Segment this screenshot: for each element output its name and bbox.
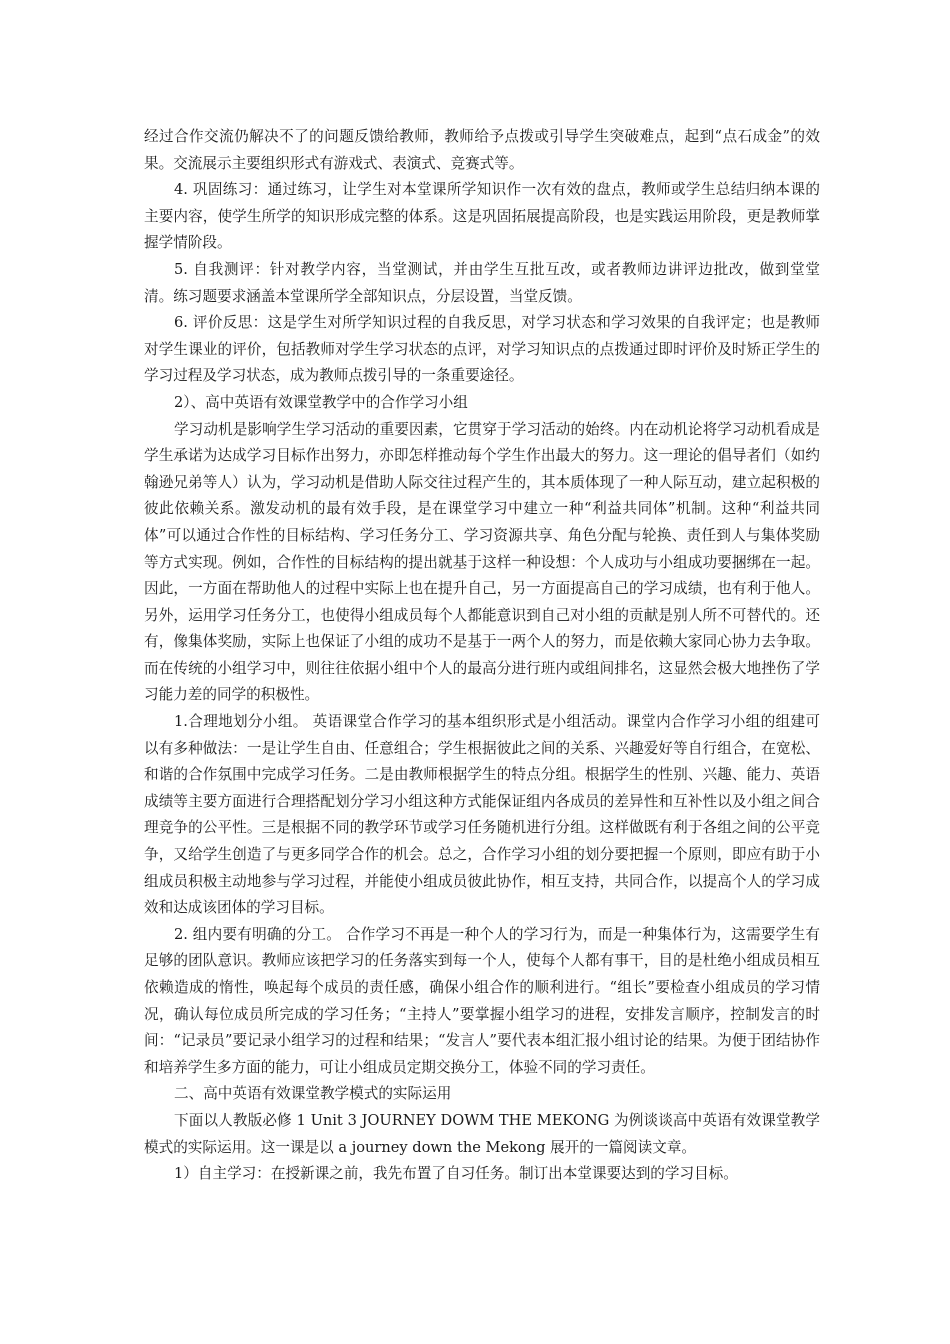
- paragraph-self-study: 1）自主学习：在授新课之前，我先布置了自习任务。制订出本堂课要达到的学习目标。: [174, 1165, 738, 1183]
- section-heading-practical-application: 二、高中英语有效课堂教学模式的实际运用: [174, 1085, 452, 1103]
- paragraph-group-division: 1.合理地划分小组。 英语课堂合作学习的基本组织形式是小组活动。课堂内合作学习小组的组建可以有多种做法：一是让学生自由、任意组合；学生根据彼此之间的关系、兴趣爱好等自行组合，在宽松、和谐的合作氛围中完成学习任务。二是由教师根据学生的特点分组。根据学生的性别、兴趣、能力、英语成绩等主要方面进行合理搭配划分学习小组这种方式能保证组内各成员的差异性和互补性以及小组之间合理竞争的公平性。三是根据不同的教学环节或学习任务随机进行分组。这样做既有利于各组之间的公平竞争，又给学生创造了与更多同学合作的机会。总之，合作学习小组的划分要把握一个原则，即应有助于小组成员积极主动地参与学习过程，并能使小组成员彼此协作，相互支持，共同合作，以提高个人的学习成效和达成该团体的学习目标。: [144, 713, 820, 917]
- paragraph-example-lesson: 下面以人教版必修 1 Unit 3 JOURNEY DOWM THE MEKONG 为例谈谈高中英语有效课堂教学模式的实际运用。这一课是以 a journey down the Mekong 展开的一篇阅读文章。: [144, 1111, 820, 1156]
- paragraph-learning-motivation: 学习动机是影响学生学习活动的重要因素，它贯穿于学习活动的始终。内在动机论将学习动机看成是学生承诺为达成学习目标作出努力，亦即怎样推动每个学生作出最大的努力。这一理论的倡导者们（如约翰逊兄弟等人）认为，学习动机是借助人际交往过程产生的，其本质体现了一种人际互动，建立起积极的彼此依赖关系。激发动机的最有效手段，是在课堂学习中建立一种“利益共同体”机制。这种“利益共同体”可以通过合作性的目标结构、学习任务分工、学习资源共享、角色分配与轮换、责任到人与集体奖励等方式实现。例如，合作性的目标结构的提出就基于这样一种设想：个人成功与小组成功要捆绑在一起。因此，一方面在帮助他人的过程中实际上也在提升自己，另一方面提高自己的学习成绩，也有利于他人。另外，运用学习任务分工，也使得小组成员每个人都能意识到自己对小组的贡献是别人所不可替代的。还有，像集体奖励，实际上也保证了小组的成功不是基于一两个人的努力，而是依赖大家同心协力去争取。而在传统的小组学习中，则往往依据小组中个人的最高分进行班内或组间排名，这显然会极大地挫伤了学习能力差的同学的积极性。: [144, 420, 820, 704]
- section-heading-cooperative-groups: 2）、高中英语有效课堂教学中的合作学习小组: [174, 393, 468, 411]
- paragraph-evaluation-reflection: 6. 评价反思：这是学生对所学知识过程的自我反思，对学习状态和学习效果的自我评定；也是教师对学生课业的评价，包括教师对学生学习状态的点评，对学习知识点的点拨通过即时评价及时矫正学生的学习过程及学习状态，成为教师点拨引导的一条重要途径。: [144, 314, 820, 385]
- paragraph-division-of-labor: 2. 组内要有明确的分工。 合作学习不再是一种个人的学习行为，而是一种集体行为，这需要学生有足够的团队意识。教师应该把学习的任务落实到每一个人，使每个人都有事干，目的是杜绝小组成员相互依赖造成的惰性，唤起每个成员的责任感，确保小组合作的顺利进行。“组长”要检查小组成员的学习情况，确认每位成员所完成的学习任务；“主持人”要掌握小组学习的进程，安排发言顺序，控制发言的时间：“记录员”要记录小组学习的过程和结果；“发言人”要代表本组汇报小组讨论的结果。为便于团结协作和培养学生多方面的能力，可让小组成员定期交换分工，体验不同的学习责任。: [144, 925, 820, 1076]
- paragraph-self-assessment: 5. 自我测评：针对教学内容，当堂测试，并由学生互批互改，或者教师边讲评边批改，做到堂堂清。练习题要求涵盖本堂课所学全部知识点，分层设置，当堂反馈。: [144, 260, 820, 305]
- paragraph-consolidation-practice: 4. 巩固练习：通过练习，让学生对本堂课所学知识作一次有效的盘点，教师或学生总结归纳本课的主要内容，使学生所学的知识形成完整的体系。这是巩固拓展提高阶段，也是实践运用阶段，更是教师掌握学情阶段。: [144, 181, 820, 252]
- paragraph-continuation: 经过合作交流仍解决不了的问题反馈给教师，教师给予点拨或引导学生突破难点，起到“点石成金”的效果。交流展示主要组织形式有游戏式、表演式、竞赛式等。: [144, 128, 820, 172]
- document-page: [144, 124, 820, 1188]
